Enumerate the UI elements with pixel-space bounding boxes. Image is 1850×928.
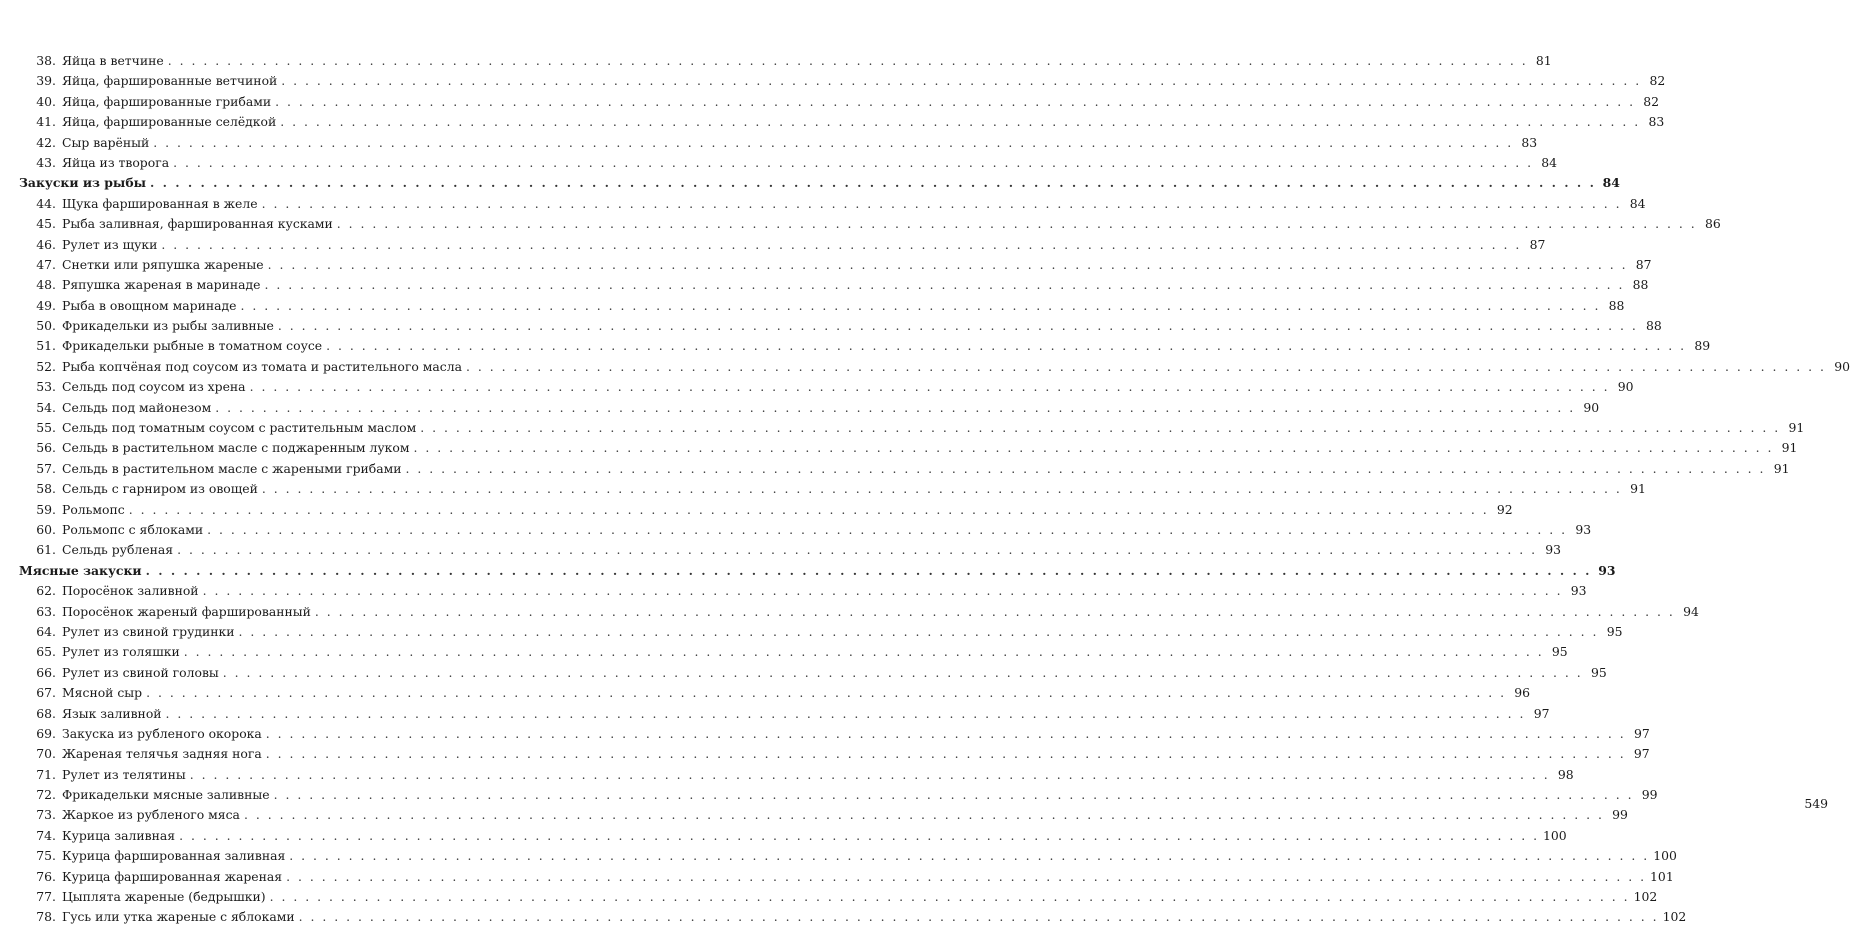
- toc-entry: [19, 704, 1550, 724]
- dot-leader: [203, 581, 1563, 601]
- toc-entry-number: 75.: [36, 848, 56, 864]
- toc-entry: [19, 112, 1665, 132]
- dot-leader: [168, 51, 1528, 71]
- toc-entry-number: 55.: [36, 420, 56, 436]
- toc-section-title: Закуски из рыбы: [19, 175, 147, 191]
- toc-entry-page: 90: [1583, 399, 1600, 415]
- toc-entry: [19, 581, 1587, 601]
- toc-entry-page: 102: [1662, 909, 1687, 925]
- toc-entry: [19, 296, 1625, 316]
- toc-entry-title: Ряпушка жареная в маринаде: [62, 277, 261, 293]
- toc-entry: [19, 520, 1592, 540]
- toc-entry: [19, 744, 1650, 764]
- dot-leader: [240, 296, 1600, 316]
- dot-leader: [262, 479, 1622, 499]
- dot-leader: [281, 71, 1641, 91]
- toc-entry-page: 88: [1646, 318, 1662, 334]
- dot-leader: [153, 133, 1513, 153]
- toc-entry-page: 89: [1694, 338, 1711, 354]
- toc-entry-title: Поросёнок жареный фаршированный: [62, 603, 311, 619]
- toc-entry-page: 83: [1648, 114, 1665, 130]
- toc-entry: [19, 826, 1567, 846]
- toc-entry-title: Щука фаршированная в желе: [62, 195, 258, 211]
- toc-entry-page: 101: [1650, 868, 1674, 884]
- toc-entry-title: Яйца, фаршированные селёдкой: [62, 114, 277, 130]
- toc-entry-title: Закуска из рубленого окорока: [62, 725, 262, 741]
- toc-entry-title: Цыплята жареные (бедрышки): [62, 889, 266, 905]
- dot-leader: [420, 418, 1780, 438]
- toc-entry-title: Мясной сыр: [62, 685, 143, 701]
- toc-entry-number: 39.: [36, 73, 56, 89]
- toc-entry: [19, 235, 1546, 255]
- dot-leader: [179, 826, 1539, 846]
- toc-entry-number: 63.: [36, 603, 56, 619]
- dot-leader: [286, 867, 1646, 887]
- toc-entry-title: Рольмопс с яблоками: [62, 521, 204, 537]
- toc-entry-number: 60.: [36, 521, 56, 537]
- toc-entry-number: 68.: [36, 705, 56, 721]
- toc-entry-number: 70.: [36, 746, 56, 762]
- toc-entry-title: Сельдь под майонезом: [62, 399, 212, 415]
- toc-entry: [19, 153, 1558, 173]
- toc-entry-number: 78.: [36, 909, 56, 925]
- toc-entry-number: 42.: [36, 134, 56, 150]
- dot-leader: [215, 398, 1575, 418]
- toc-entry-page: 93: [1570, 583, 1587, 599]
- toc-entry-page: 93: [1598, 562, 1616, 578]
- toc-entry-page: 81: [1535, 53, 1552, 68]
- toc-entry: [19, 805, 1628, 825]
- toc-section-heading: [19, 561, 1616, 581]
- toc-entry-number: 58.: [36, 481, 56, 497]
- toc-entry-title: Рулет из свиной головы: [62, 664, 219, 680]
- toc-entry-title: Рыба копчёная под соусом из томата и растительного масла: [62, 358, 463, 374]
- toc-entry-number: 38.: [36, 53, 56, 68]
- dot-leader: [274, 785, 1634, 805]
- toc-entry-number: 59.: [36, 501, 56, 517]
- toc-entry-page: 87: [1529, 236, 1546, 252]
- dot-leader: [190, 765, 1550, 785]
- toc-entry-page: 100: [1543, 827, 1567, 843]
- toc-entry-number: 46.: [36, 236, 56, 252]
- dot-leader: [146, 683, 1506, 703]
- toc-entry: [19, 255, 1652, 275]
- toc-entry: [19, 887, 1658, 907]
- toc-entry-page: 86: [1704, 216, 1721, 232]
- toc-entry-number: 40.: [36, 93, 56, 109]
- dot-leader: [150, 173, 1596, 193]
- toc-entry-title: Рольмопс: [62, 501, 125, 517]
- dot-leader: [266, 744, 1626, 764]
- dot-leader: [223, 663, 1583, 683]
- toc-entry-page: 91: [1781, 440, 1798, 456]
- dot-leader: [268, 255, 1628, 275]
- toc-entry-title: Яйца в ветчине: [62, 53, 164, 68]
- toc-entry-title: Сельдь рубленая: [62, 542, 174, 558]
- toc-entry-title: Сельдь под томатным соусом с растительным маслом: [62, 420, 417, 436]
- toc-entry-page: 98: [1557, 766, 1574, 782]
- toc-entry-number: 50.: [36, 318, 56, 334]
- toc-entry-page: 87: [1635, 256, 1652, 272]
- toc-entry-title: Сельдь в растительном масле с поджаренным луком: [62, 440, 410, 456]
- toc-entry-title: Поросёнок заливной: [62, 583, 199, 599]
- dot-leader: [337, 214, 1697, 234]
- toc-entry: [19, 194, 1646, 214]
- toc-entry: [19, 459, 1790, 479]
- toc-entry-title: Яйца из творога: [62, 154, 170, 170]
- toc-entry: [19, 867, 1674, 887]
- toc-entry: [19, 907, 1687, 927]
- toc-entry-title: Рулет из щуки: [62, 236, 158, 252]
- toc-entry-title: Сельдь с гарниром из овощей: [62, 481, 258, 497]
- toc-entry-title: Курица фаршированная заливная: [62, 848, 286, 864]
- toc-entry-number: 56.: [36, 440, 56, 456]
- dot-leader: [166, 704, 1526, 724]
- toc-entry-page: 84: [1629, 195, 1646, 211]
- dot-leader: [289, 846, 1649, 866]
- toc-entry-title: Фрикадельки из рыбы заливные: [62, 318, 274, 334]
- toc-entry-page: 102: [1633, 889, 1658, 905]
- toc-entry-title: Рулет из телятины: [62, 766, 186, 782]
- toc-entry-title: Сельдь под соусом из хрена: [62, 379, 246, 395]
- toc-entry-number: 51.: [36, 338, 56, 354]
- toc-entry-number: 62.: [36, 583, 56, 599]
- toc-entry-title: Снетки или ряпушка жареные: [62, 256, 264, 272]
- toc-entry-number: 57.: [36, 460, 56, 476]
- toc-entry-page: 94: [1683, 603, 1699, 619]
- toc-entry-title: Фрикадельки мясные заливные: [62, 787, 270, 803]
- dot-leader: [239, 622, 1599, 642]
- toc-entry-page: 97: [1633, 725, 1650, 741]
- toc-entry-number: 77.: [36, 889, 56, 905]
- toc-entry-number: 52.: [36, 358, 56, 374]
- toc-entry-page: 90: [1617, 379, 1634, 395]
- toc-entry-number: 54.: [36, 399, 56, 415]
- dot-leader: [278, 316, 1638, 336]
- toc-entry-title: Курица заливная: [62, 827, 176, 843]
- toc-entry-number: 73.: [36, 807, 56, 823]
- toc-entry-title: Рыба в овощном маринаде: [62, 297, 237, 313]
- toc-entry-number: 76.: [36, 868, 56, 884]
- toc-entry-page: 95: [1606, 623, 1623, 639]
- toc-entry-number: 48.: [36, 277, 56, 293]
- toc-entry: [19, 785, 1658, 805]
- toc-entry-page: 97: [1633, 746, 1650, 762]
- toc-entry-title: Жаркое из рубленого мяса: [62, 807, 240, 823]
- dot-leader: [406, 459, 1766, 479]
- toc-entry-number: 65.: [36, 644, 56, 660]
- toc-entry-page: 93: [1545, 542, 1562, 558]
- dot-leader: [146, 561, 1592, 581]
- toc-entry: [19, 51, 1552, 71]
- toc-entry: [19, 663, 1607, 683]
- toc-entry-page: 100: [1653, 848, 1677, 864]
- toc-entry-title: Рулет из свиной грудинки: [62, 623, 235, 639]
- toc-entry: [19, 214, 1721, 234]
- dot-leader: [173, 153, 1533, 173]
- toc-entry-number: 67.: [36, 685, 56, 701]
- toc-entry-title: Яйца, фаршированные ветчиной: [62, 73, 278, 89]
- toc-entry-page: 92: [1496, 501, 1513, 517]
- toc-entry-page: 91: [1773, 460, 1790, 476]
- toc-entry-page: 91: [1630, 481, 1646, 497]
- dot-leader: [207, 520, 1567, 540]
- toc-entry: [19, 602, 1699, 622]
- toc-entry-title: Гусь или утка жареные с яблоками: [62, 909, 295, 925]
- toc-entry-title: Курица фаршированная жареная: [62, 868, 283, 884]
- toc-entry-page: 90: [1834, 358, 1850, 374]
- toc-entry-page: 95: [1551, 644, 1568, 660]
- toc-entry: [19, 765, 1574, 785]
- dot-leader: [299, 907, 1659, 927]
- toc-entry-number: 41.: [36, 114, 56, 130]
- dot-leader: [262, 194, 1622, 214]
- dot-leader: [264, 275, 1624, 295]
- toc-entry-number: 71.: [36, 766, 56, 782]
- toc-entry-number: 64.: [36, 623, 56, 639]
- toc-entry-page: 82: [1649, 73, 1666, 89]
- page-number: 549: [1804, 796, 1828, 811]
- dot-leader: [413, 438, 1773, 458]
- toc-entry-title: Сельдь в растительном масле с жареными грибами: [62, 460, 402, 476]
- toc-entry-page: 99: [1641, 787, 1658, 803]
- toc-entry-title: Рулет из голяшки: [62, 644, 180, 660]
- toc-entry-number: 53.: [36, 379, 56, 395]
- toc-entry: [19, 336, 1711, 356]
- dot-leader: [244, 805, 1604, 825]
- toc-entry-number: 47.: [36, 256, 56, 272]
- toc-entry: [19, 479, 1646, 499]
- toc-entry-page: 84: [1541, 154, 1558, 170]
- toc-entry: [19, 133, 1538, 153]
- toc-entry-page: 97: [1533, 705, 1550, 721]
- toc-entry: [19, 377, 1634, 397]
- toc-entry-title: Язык заливной: [62, 705, 162, 721]
- dot-leader: [184, 642, 1544, 662]
- toc-entry: [19, 398, 1600, 418]
- dot-leader: [466, 357, 1826, 377]
- dot-leader: [275, 92, 1635, 112]
- toc-entry-page: 93: [1575, 521, 1592, 537]
- toc-entry: [19, 540, 1562, 560]
- toc-entry-title: Жареная телячья задняя нога: [62, 746, 262, 762]
- toc-entry: [19, 92, 1660, 112]
- toc-entry-number: 72.: [36, 787, 56, 803]
- toc-entry-page: 91: [1788, 420, 1805, 436]
- toc-entry-page: 84: [1602, 175, 1620, 191]
- toc-entry-number: 61.: [36, 542, 56, 558]
- toc-entry: [19, 500, 1513, 520]
- toc-entry-number: 49.: [36, 297, 56, 313]
- toc-entry-number: 74.: [36, 827, 56, 843]
- toc-entry: [19, 438, 1798, 458]
- toc-entry-number: 45.: [36, 216, 56, 232]
- toc-entry-page: 83: [1521, 134, 1538, 150]
- toc-entry-title: Сыр варёный: [62, 134, 150, 150]
- dot-leader: [270, 887, 1630, 907]
- dot-leader: [280, 112, 1640, 132]
- dot-leader: [129, 500, 1489, 520]
- toc-entry-title: Фрикадельки рыбные в томатном соусе: [62, 338, 323, 354]
- toc-entry: [19, 846, 1677, 866]
- toc-entry-title: Рыба заливная, фаршированная кусками: [62, 216, 333, 232]
- toc-section-title: Мясные закуски: [19, 562, 142, 578]
- dot-leader: [326, 336, 1686, 356]
- toc-entry: [19, 418, 1805, 438]
- toc-entry: [19, 275, 1649, 295]
- toc-entry-title: Яйца, фаршированные грибами: [62, 93, 272, 109]
- toc-entry-page: 88: [1608, 297, 1625, 313]
- toc-entry-page: 99: [1612, 807, 1628, 823]
- toc-entry-page: 82: [1643, 93, 1660, 109]
- toc-entry-number: 44.: [36, 195, 56, 211]
- toc-entry-page: 96: [1514, 685, 1531, 701]
- toc-entry: [19, 724, 1650, 744]
- dot-leader: [161, 235, 1521, 255]
- toc-entry-number: 66.: [36, 664, 56, 680]
- toc-entry: [19, 642, 1568, 662]
- toc-entry: [19, 683, 1531, 703]
- toc-section-heading: [19, 173, 1620, 193]
- toc-entry-number: 69.: [36, 725, 56, 741]
- toc-entry-page: 88: [1632, 277, 1649, 293]
- toc-entry-number: 43.: [36, 154, 56, 170]
- toc-entry: [19, 316, 1662, 336]
- dot-leader: [266, 724, 1626, 744]
- toc-entry: [19, 71, 1666, 91]
- toc-entry: [19, 357, 1850, 377]
- dot-leader: [177, 540, 1537, 560]
- toc-entry-page: 95: [1590, 664, 1607, 680]
- dot-leader: [315, 602, 1675, 622]
- dot-leader: [250, 377, 1610, 397]
- toc-entry: [19, 622, 1623, 642]
